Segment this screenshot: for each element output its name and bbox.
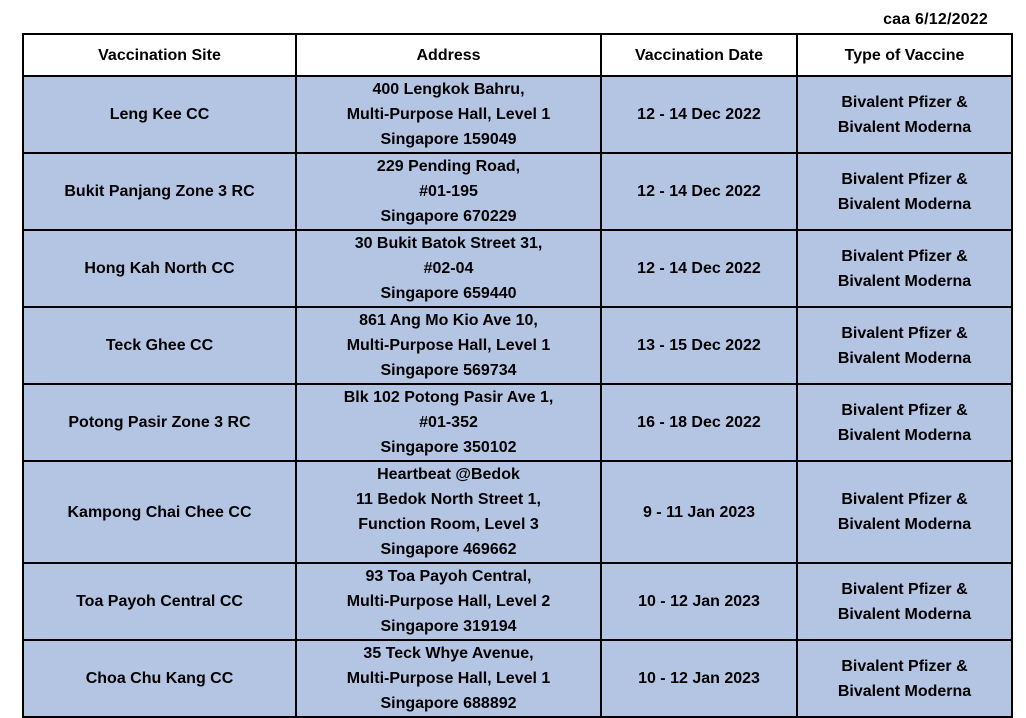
address-cell <box>296 461 601 563</box>
address-line: 861 Ang Mo Kio Ave 10, <box>359 312 538 329</box>
vaccine-cell <box>797 76 1012 153</box>
site-cell: Potong Pasir Zone 3 RC <box>23 384 296 461</box>
table-row <box>23 153 1012 230</box>
address-line: #01-195 <box>419 183 478 200</box>
vaccine-line: Bivalent Pfizer & <box>841 93 968 111</box>
address-line: Multi-Purpose Hall, Level 1 <box>346 670 551 687</box>
address-line: Function Room, Level 3 <box>358 516 539 533</box>
site-cell: Bukit Panjang Zone 3 RC <box>23 153 296 230</box>
vaccine-cell <box>797 307 1012 384</box>
address-line: Singapore 350102 <box>380 439 517 456</box>
header-vaccination-site: Vaccination Site <box>23 34 296 76</box>
site-cell: Toa Payoh Central CC <box>23 563 296 640</box>
address-line: Heartbeat @Bedok <box>377 466 520 483</box>
document-caption: caa 6/12/2022 <box>883 11 988 28</box>
vaccine-line: Bivalent Moderna <box>837 118 972 136</box>
address-line: Singapore 469662 <box>380 541 517 558</box>
table-row <box>23 461 1012 563</box>
address-line: Multi-Purpose Hall, Level 2 <box>346 593 551 610</box>
address-line: Blk 102 Potong Pasir Ave 1, <box>343 389 554 406</box>
vaccine-line: Bivalent Moderna <box>837 682 972 700</box>
address-line: 30 Bukit Batok Street 31, <box>354 235 543 252</box>
header-address: Address <box>296 34 601 76</box>
address-line: Singapore 319194 <box>380 618 517 635</box>
vaccine-line: Bivalent Moderna <box>837 349 972 367</box>
address-line: 229 Pending Road, <box>376 158 521 175</box>
address-line: 11 Bedok North Street 1, <box>356 491 541 508</box>
site-cell: Leng Kee CC <box>23 76 296 153</box>
address-line: Singapore 670229 <box>380 208 517 225</box>
address-line: #02-04 <box>423 260 474 277</box>
address-cell <box>296 230 601 307</box>
table-row <box>23 76 1012 153</box>
date-cell: 13 - 15 Dec 2022 <box>601 307 797 384</box>
address-line: Multi-Purpose Hall, Level 1 <box>346 106 551 123</box>
vaccine-line: Bivalent Pfizer & <box>841 401 968 419</box>
table-row <box>23 384 1012 461</box>
vaccination-schedule-table <box>22 33 1013 718</box>
date-cell: 12 - 14 Dec 2022 <box>601 76 797 153</box>
vaccine-line: Bivalent Moderna <box>837 426 972 444</box>
date-cell: 12 - 14 Dec 2022 <box>601 153 797 230</box>
header-vaccination-date: Vaccination Date <box>601 34 797 76</box>
vaccine-line: Bivalent Moderna <box>837 605 972 623</box>
vaccine-cell <box>797 384 1012 461</box>
vaccine-cell <box>797 640 1012 717</box>
vaccine-cell <box>797 230 1012 307</box>
address-line: Singapore 659440 <box>380 285 517 302</box>
site-cell: Hong Kah North CC <box>23 230 296 307</box>
address-line: 400 Lengkok Bahru, <box>372 81 525 98</box>
table-row <box>23 640 1012 717</box>
vaccine-line: Bivalent Pfizer & <box>841 247 968 265</box>
vaccine-line: Bivalent Pfizer & <box>841 491 968 508</box>
address-line: #01-352 <box>419 414 478 431</box>
vaccine-line: Bivalent Pfizer & <box>841 580 968 598</box>
address-cell <box>296 153 601 230</box>
address-line: Singapore 159049 <box>380 131 517 148</box>
vaccine-line: Bivalent Pfizer & <box>841 324 968 342</box>
address-line: Singapore 569734 <box>380 362 517 379</box>
address-cell <box>296 563 601 640</box>
address-line: Singapore 688892 <box>380 695 517 712</box>
date-cell: 10 - 12 Jan 2023 <box>601 640 797 717</box>
date-cell: 12 - 14 Dec 2022 <box>601 230 797 307</box>
vaccine-line: Bivalent Moderna <box>837 195 972 213</box>
date-cell: 16 - 18 Dec 2022 <box>601 384 797 461</box>
address-cell <box>296 384 601 461</box>
table-header-row <box>23 34 1012 76</box>
table-row <box>23 307 1012 384</box>
address-cell <box>296 640 601 717</box>
vaccine-cell <box>797 563 1012 640</box>
vaccine-line: Bivalent Moderna <box>837 272 972 290</box>
address-line: 93 Toa Payoh Central, <box>365 568 532 585</box>
vaccine-line: Bivalent Pfizer & <box>841 170 968 188</box>
vaccine-line: Bivalent Pfizer & <box>841 657 968 675</box>
site-cell: Teck Ghee CC <box>23 307 296 384</box>
date-cell: 9 - 11 Jan 2023 <box>601 461 797 563</box>
header-type-of-vaccine: Type of Vaccine <box>797 34 1012 76</box>
table-row <box>23 230 1012 307</box>
table-row <box>23 563 1012 640</box>
site-cell: Choa Chu Kang CC <box>23 640 296 717</box>
site-cell: Kampong Chai Chee CC <box>23 461 296 563</box>
date-cell: 10 - 12 Jan 2023 <box>601 563 797 640</box>
vaccine-cell <box>797 461 1012 563</box>
address-line: Multi-Purpose Hall, Level 1 <box>346 337 551 354</box>
vaccine-cell <box>797 153 1012 230</box>
address-line: 35 Teck Whye Avenue, <box>363 645 534 662</box>
vaccine-line: Bivalent Moderna <box>837 516 972 533</box>
address-cell <box>296 76 601 153</box>
address-cell <box>296 307 601 384</box>
